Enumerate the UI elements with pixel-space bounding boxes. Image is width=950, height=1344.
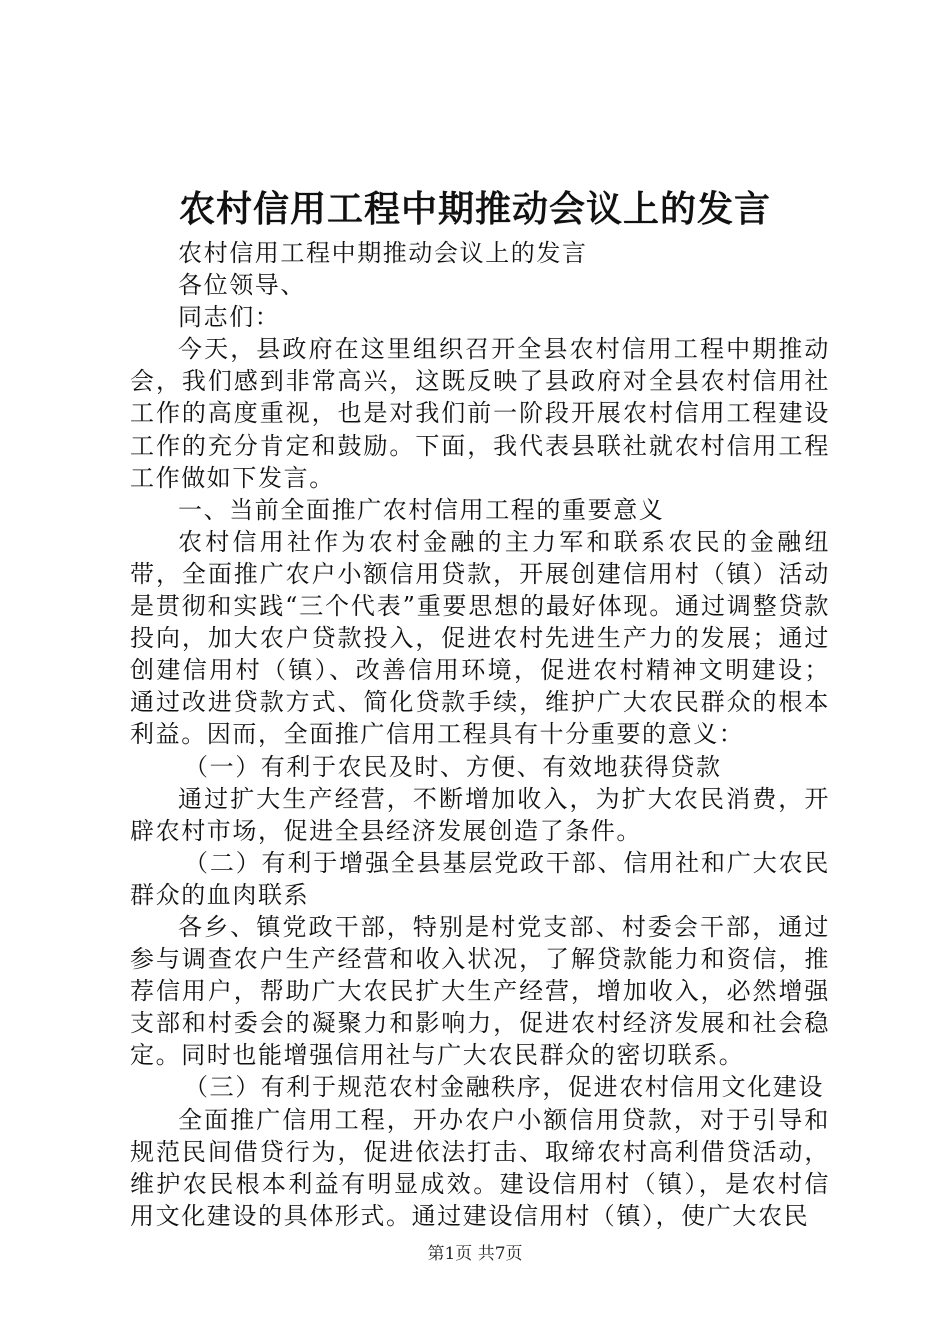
subsection-heading: （三）有利于规范农村金融秩序，促进农村信用文化建设 [184, 1073, 824, 1102]
body-paragraph: 农村信用社作为农村金融的主力军和联系农民的金融纽带，全面推广农户小额信用贷款，开展创建信用村（镇）活动是贯彻和实践“三个代表”重要思想的最好体现。通过调整贷款投向，加大农户贷款投入，促进农村先进生产力的发展；通过创建信用村（镇）、改善信用环境，促进农村精神文明建设；通过改进贷款方式、简化贷款手续，维护广大农民群众的根本利益。因而，全面推广信用工程具有十分重要的意义： [130, 527, 830, 749]
body-paragraph: 今天，县政府在这里组织召开全县农村信用工程中期推动会，我们感到非常高兴，这既反映了县政府对全县农村信用社工作的高度重视，也是对我们前一阶段开展农村信用工程建设工作的充分肯定和鼓励。下面，我代表县联社就农村信用工程工作做如下发言。 [130, 335, 830, 492]
section-heading: 一、当前全面推广农村信用工程的重要意义 [178, 495, 665, 524]
salutation-line: 同志们： [178, 303, 281, 332]
subsection-heading: （二）有利于增强全县基层党政干部、信用社和广大农民群众的血肉联系 [130, 848, 830, 909]
body-paragraph: 全面推广信用工程，开办农户小额信用贷款，对于引导和规范民间借贷行为，促进依法打击、取缔农村高利借贷活动，维护农民根本利益有明显成效。建设信用村（镇），是农村信用文化建设的具体形式。通过建设信用村（镇），使广大农民 [130, 1105, 830, 1230]
subsection-heading: （一）有利于农民及时、方便、有效地获得贷款 [184, 752, 722, 781]
document-body [130, 237, 830, 1232]
page-number-footer: 第1页 共7页 [427, 1244, 523, 1264]
document-title: 农村信用工程中期推动会议上的发言 [178, 188, 771, 230]
body-paragraph: 通过扩大生产经营，不断增加收入，为扩大农民消费，开辟农村市场，促进全县经济发展创造了条件。 [130, 784, 830, 845]
salutation-line: 各位领导、 [178, 271, 306, 300]
subtitle-paragraph: 农村信用工程中期推动会议上的发言 [178, 239, 588, 267]
body-paragraph: 各乡、镇党政干部，特别是村党支部、村委会干部，通过参与调查农户生产经营和收入状况，了解贷款能力和资信，推荐信用户，帮助广大农民扩大生产经营，增加收入，必然增强支部和村委会的凝聚力和影响力，促进农村经济发展和社会稳定。同时也能增强信用社与广大农民群众的密切联系。 [130, 912, 830, 1070]
